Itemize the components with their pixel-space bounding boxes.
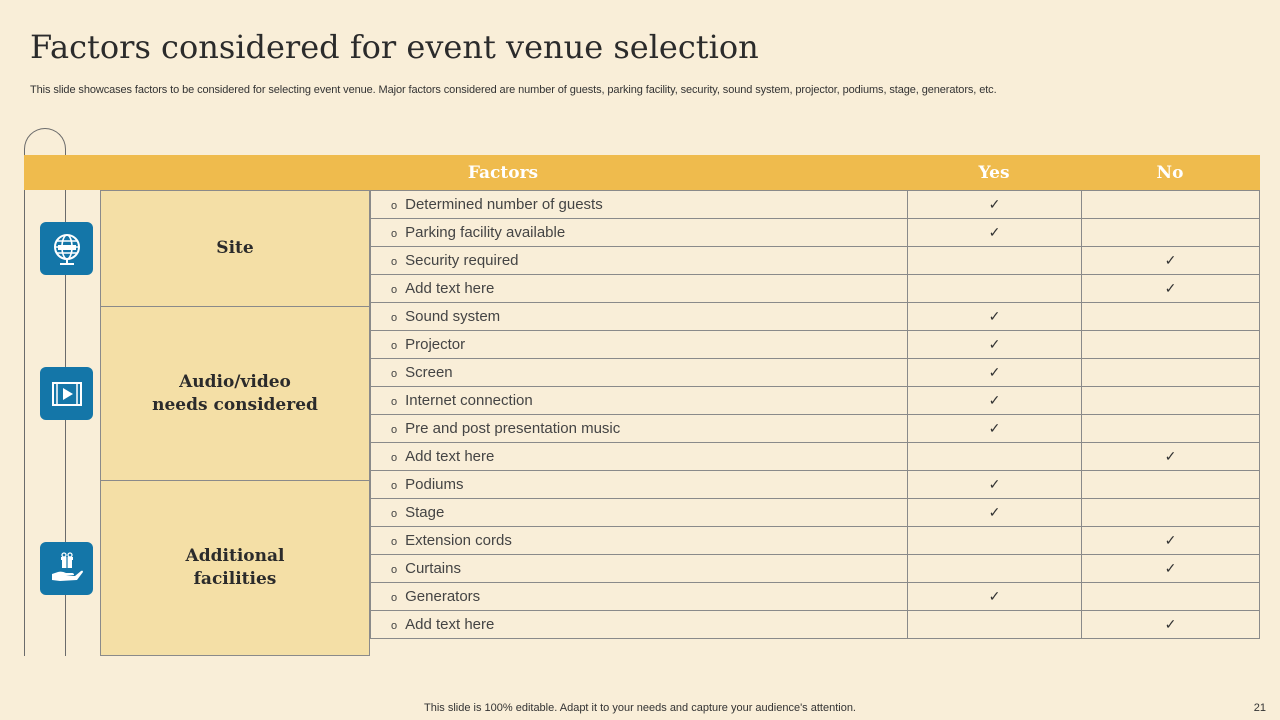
check-icon: ✓: [988, 224, 1001, 240]
factor-cell: [371, 555, 908, 583]
category-label: Audio/video needs considered: [152, 371, 318, 415]
table-row: [371, 247, 1260, 275]
yes-cell: [908, 611, 1082, 639]
table-row: [371, 331, 1260, 359]
factor-text: Sound system: [405, 308, 501, 325]
table-row: [371, 611, 1260, 639]
table-row: [371, 191, 1260, 219]
bullet-icon: o: [391, 284, 398, 296]
factor-cell: [371, 611, 908, 639]
no-cell: [1082, 527, 1260, 555]
no-cell: [1082, 443, 1260, 471]
category-audio-video: [100, 306, 370, 481]
video-play-icon: [40, 367, 93, 420]
bullet-icon: o: [391, 424, 398, 436]
no-cell: [1082, 219, 1260, 247]
factor-cell: [371, 499, 908, 527]
factor-cell: [371, 331, 908, 359]
table-row: [371, 303, 1260, 331]
factor-cell: [371, 527, 908, 555]
bullet-icon: o: [391, 452, 398, 464]
no-cell: [1082, 499, 1260, 527]
yes-cell: [908, 247, 1082, 275]
table-row: [371, 415, 1260, 443]
factor-cell: [371, 247, 908, 275]
factor-text: Curtains: [405, 560, 461, 577]
check-icon: ✓: [988, 420, 1001, 436]
globe-icon: [40, 222, 93, 275]
category-label: Site: [216, 238, 254, 258]
check-icon: ✓: [1164, 448, 1177, 464]
table-row: [371, 219, 1260, 247]
footer-note: This slide is 100% editable. Adapt it to your needs and capture your audience's attention.: [424, 702, 856, 714]
no-cell: [1082, 471, 1260, 499]
yes-cell: [908, 527, 1082, 555]
page-subtitle: This slide showcases factors to be considered for selecting event venue. Major factors considered are number of guests, parking facility, security, sound system, projector, podiums, stage, generators, etc.: [30, 84, 997, 96]
table-row: [371, 499, 1260, 527]
bullet-icon: o: [391, 536, 398, 548]
check-icon: ✓: [1164, 532, 1177, 548]
yes-cell: [908, 359, 1082, 387]
no-cell: [1082, 247, 1260, 275]
factor-text: Add text here: [405, 616, 495, 633]
bullet-icon: o: [391, 312, 398, 324]
no-cell: [1082, 387, 1260, 415]
no-cell: [1082, 359, 1260, 387]
table-row: [371, 555, 1260, 583]
check-icon: ✓: [1164, 616, 1177, 632]
bullet-icon: o: [391, 256, 398, 268]
no-cell: [1082, 555, 1260, 583]
factor-cell: [371, 219, 908, 247]
table-row: [371, 387, 1260, 415]
table-row: [371, 583, 1260, 611]
factor-text: Add text here: [405, 448, 495, 465]
bullet-icon: o: [391, 620, 398, 632]
yes-cell: [908, 191, 1082, 219]
bullet-icon: o: [391, 228, 398, 240]
factor-text: Stage: [405, 504, 445, 521]
factor-text: Security required: [405, 252, 519, 269]
yes-cell: [908, 415, 1082, 443]
table-row: [371, 527, 1260, 555]
bullet-icon: o: [391, 340, 398, 352]
category-additional-facilities: [100, 480, 370, 656]
factor-cell: [371, 443, 908, 471]
yes-cell: [908, 387, 1082, 415]
factor-text: Extension cords: [405, 532, 512, 549]
yes-cell: [908, 471, 1082, 499]
table-row: [371, 443, 1260, 471]
factor-cell: [371, 415, 908, 443]
factor-cell: [371, 471, 908, 499]
check-icon: ✓: [988, 308, 1001, 324]
factor-cell: [371, 359, 908, 387]
factor-cell: [371, 303, 908, 331]
bullet-icon: o: [391, 564, 398, 576]
no-cell: [1082, 415, 1260, 443]
page-title: Factors considered for event venue selection: [30, 28, 759, 66]
check-icon: ✓: [1164, 280, 1177, 296]
factor-cell: [371, 275, 908, 303]
check-icon: ✓: [988, 476, 1001, 492]
table-row: [371, 359, 1260, 387]
factor-cell: [371, 387, 908, 415]
yes-cell: [908, 555, 1082, 583]
check-icon: ✓: [988, 196, 1001, 212]
check-icon: ✓: [1164, 560, 1177, 576]
check-icon: ✓: [1164, 252, 1177, 268]
bullet-icon: o: [391, 508, 398, 520]
no-cell: [1082, 331, 1260, 359]
no-cell: [1082, 191, 1260, 219]
bullet-icon: o: [391, 368, 398, 380]
page-number: 21: [1253, 702, 1266, 714]
header-factors: Factors: [467, 163, 539, 183]
table-row: [371, 275, 1260, 303]
check-icon: ✓: [988, 336, 1001, 352]
factor-text: Internet connection: [405, 392, 533, 409]
bullet-icon: o: [391, 200, 398, 212]
yes-cell: [908, 303, 1082, 331]
factor-text: Determined number of guests: [405, 196, 603, 213]
yes-cell: [908, 219, 1082, 247]
table-row: [371, 471, 1260, 499]
no-cell: [1082, 611, 1260, 639]
no-cell: [1082, 275, 1260, 303]
factor-text: Podiums: [405, 476, 464, 493]
bullet-icon: o: [391, 592, 398, 604]
category-label: Additional facilities: [185, 546, 285, 589]
hand-gift-icon: [40, 542, 93, 595]
factor-cell: [371, 583, 908, 611]
factor-cell: [371, 191, 908, 219]
factor-text: Parking facility available: [405, 224, 566, 241]
bullet-icon: o: [391, 396, 398, 408]
bullet-icon: o: [391, 480, 398, 492]
check-icon: ✓: [988, 588, 1001, 604]
header-yes: Yes: [978, 163, 1010, 183]
factor-text: Screen: [405, 364, 453, 381]
check-icon: ✓: [988, 364, 1001, 380]
yes-cell: [908, 331, 1082, 359]
yes-cell: [908, 275, 1082, 303]
check-icon: ✓: [988, 504, 1001, 520]
check-icon: ✓: [988, 392, 1001, 408]
yes-cell: [908, 443, 1082, 471]
yes-cell: [908, 583, 1082, 611]
yes-cell: [908, 499, 1082, 527]
factor-text: Pre and post presentation music: [405, 420, 621, 437]
category-site: [100, 190, 370, 307]
no-cell: [1082, 303, 1260, 331]
no-cell: [1082, 583, 1260, 611]
factors-table: [370, 190, 1260, 639]
factor-text: Projector: [405, 336, 466, 353]
header-no: No: [1156, 163, 1184, 183]
factor-text: Generators: [405, 588, 481, 605]
factor-text: Add text here: [405, 280, 495, 297]
